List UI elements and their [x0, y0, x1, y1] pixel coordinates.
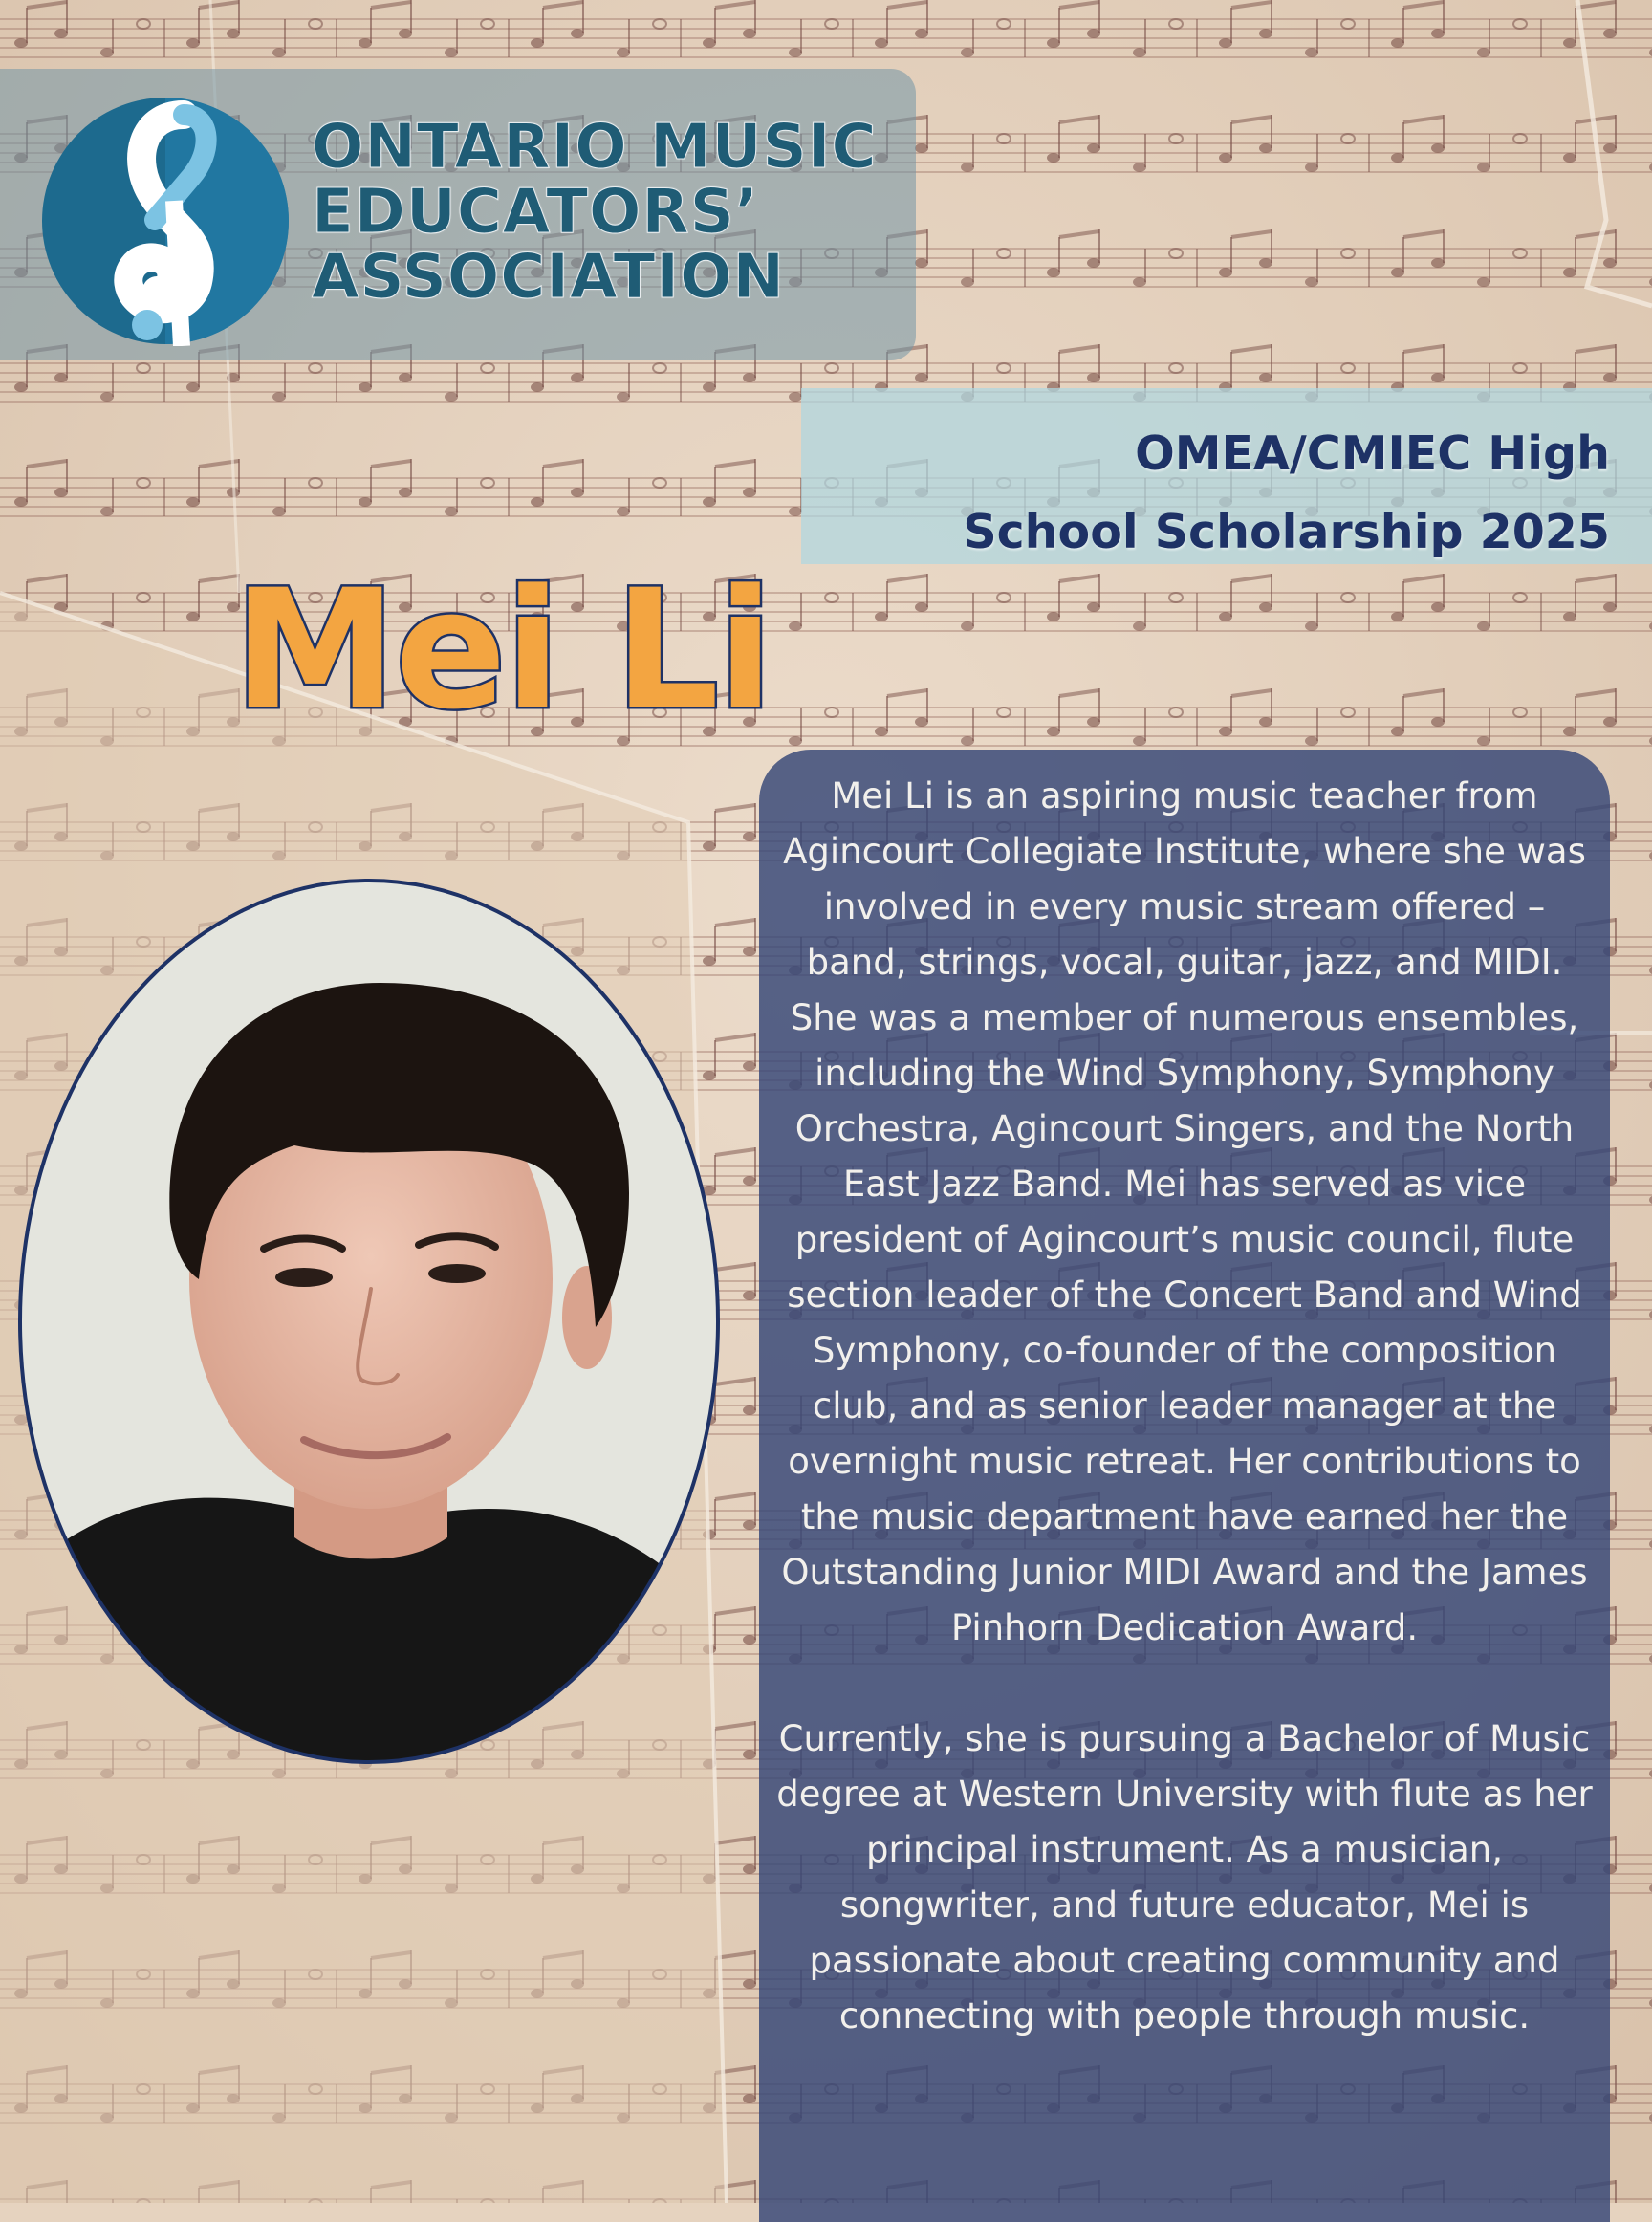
org-name — [312, 112, 914, 313]
org-name-line-1: ONTARIO MUSIC — [312, 112, 878, 183]
scholarship-title-line-2: School Scholarship 2025 — [963, 505, 1610, 559]
portrait-photo — [17, 878, 721, 1765]
bio-paragraph-2: Currently, she is pursuing a Bachelor of Music degree at Western University with flute as her principal instrument. As a musician, songwriter, and future educator, Mei is passionate about creating community and connecting with people through music. — [776, 1718, 1593, 2037]
scholarship-title — [883, 415, 1610, 572]
bio-text — [772, 769, 1597, 2044]
bio-paragraph-1: Mei Li is an aspiring music teacher from Agincourt Collegiate Institute, where she was involved in every music stream offered – band, strings, vocal, guitar, jazz, and MIDI. She was a member of numerous ensembles, including the Wind Symphony, Symphony Orchestra, Agincourt Singers, and the North East Jazz Band. Mei has served as vice president of Agincourt’s music council, flute section leader of the Concert Band and Wind Symphony, co-founder of the composition club, and as senior leader manager at the overnight music retreat. Her contributions to the music department have earned her the Outstanding Junior MIDI Award and the James Pinhorn Dedication Award. — [781, 775, 1588, 1648]
org-name-line-3: ASSOCIATION — [312, 242, 786, 313]
treble-clef-icon — [40, 96, 291, 346]
recipient-name: Mei Li — [233, 554, 772, 746]
scholarship-title-line-1: OMEA/CMIEC High — [1135, 426, 1610, 481]
org-name-line-2: EDUCATORS’ — [312, 177, 760, 248]
